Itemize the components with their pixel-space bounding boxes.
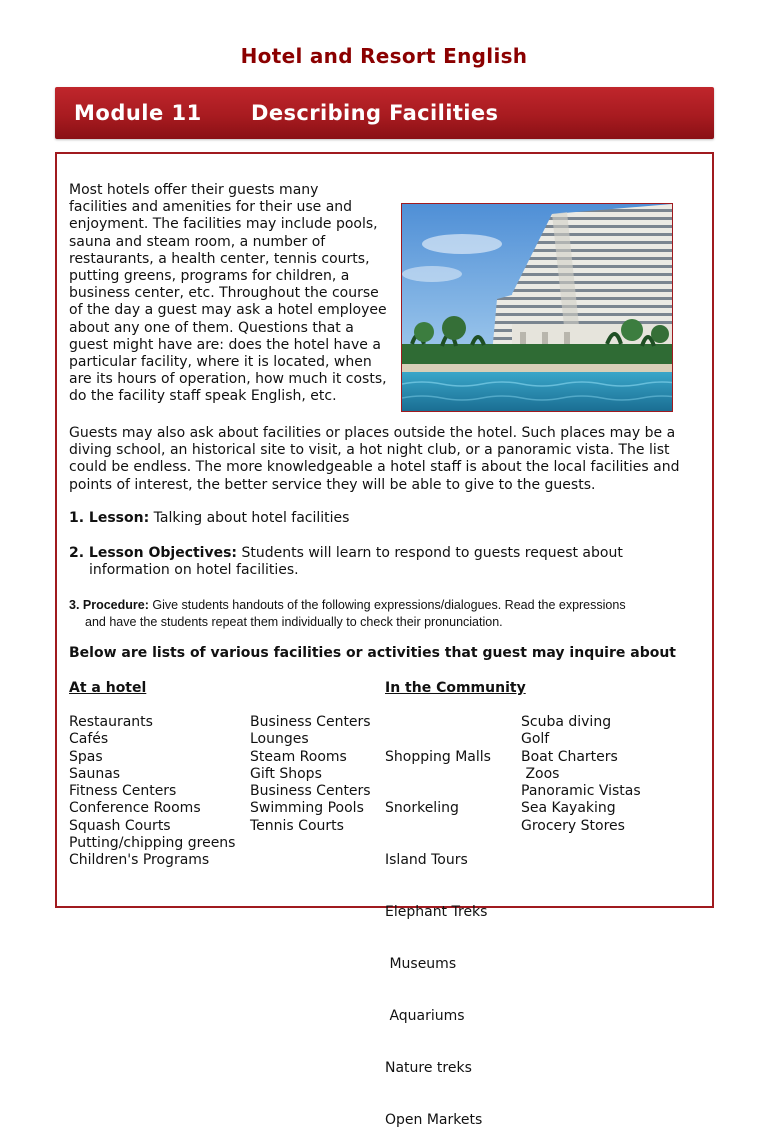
list-item: Panoramic Vistas	[521, 783, 641, 800]
procedure-text-cont: and have the students repeat them individually to check their pronunciation.	[85, 614, 503, 629]
intro-line: about any one of them. Questions that a	[69, 319, 354, 336]
list-item: Cafés	[69, 731, 109, 748]
procedure-item	[69, 597, 699, 630]
list-item: Shopping Malls	[385, 748, 491, 765]
list-item: Boat Charters	[521, 748, 618, 765]
intro-line: Most hotels offer their guests many	[69, 182, 319, 198]
list-item: Squash Courts	[69, 817, 171, 834]
hotel-facilities-list-2	[250, 714, 371, 835]
community-list-2	[521, 714, 641, 835]
list-item: Golf	[521, 731, 550, 748]
intro-line: particular facility, where it is located, when	[69, 354, 372, 371]
document-title: Hotel and Resort English	[240, 44, 528, 68]
para-line: points of interest, the better service they will be able to give to the guests.	[69, 476, 596, 493]
hotel-list-heading: At a hotel	[69, 680, 147, 696]
list-item: Island Tours	[385, 852, 468, 869]
list-item: Grocery Stores	[521, 817, 625, 834]
lesson-item	[69, 510, 349, 527]
objectives-label: 2. Lesson Objectives:	[69, 545, 238, 561]
list-item: Restaurants	[69, 714, 153, 730]
objectives-text: Students will learn to respond to guests request about	[237, 545, 623, 561]
list-item: Spas	[69, 748, 103, 765]
list-item: Aquariums	[385, 1008, 465, 1025]
list-item: Open Markets	[385, 1111, 483, 1128]
intro-line: restaurants, a health center, tennis courts,	[69, 250, 370, 267]
list-item: Business Centers	[250, 783, 371, 800]
list-item: Swimming Pools	[250, 800, 364, 817]
objectives-item	[69, 545, 689, 579]
outside-facilities-paragraph	[69, 425, 689, 494]
lesson-text: Talking about hotel facilities	[149, 510, 350, 526]
list-item: Fitness Centers	[69, 783, 177, 800]
para-line: Guests may also ask about facilities or places outside the hotel. Such places may be a	[69, 425, 676, 441]
community-list-1	[385, 714, 491, 1146]
list-item: Gift Shops	[250, 765, 322, 782]
para-line: diving school, an historical site to visit, a hot night club, or a panoramic vista. The list	[69, 442, 670, 459]
lesson-label: 1. Lesson:	[69, 510, 150, 526]
para-line: could be endless. The more knowledgeable a hotel staff is about the local facilities and	[69, 459, 680, 476]
list-item: Scuba diving	[521, 714, 612, 730]
intro-line: do the facility staff speak English, etc.	[69, 388, 337, 405]
intro-line: sauna and steam room, a number of	[69, 233, 326, 250]
community-list-heading: In the Community	[385, 680, 526, 696]
intro-line: guest might have are: does the hotel have a	[69, 336, 381, 353]
intro-line: are its hours of operation, how much it costs,	[69, 371, 387, 388]
module-banner	[55, 87, 714, 139]
intro-line: putting greens, programs for children, a	[69, 268, 350, 285]
objectives-text-cont: information on hotel facilities.	[89, 562, 299, 579]
list-item: Elephant Treks	[385, 904, 488, 921]
list-item: Zoos	[521, 765, 560, 782]
list-item: Putting/chipping greens	[69, 835, 236, 852]
intro-line: facilities and amenities for their use and	[69, 199, 353, 216]
list-item: Steam Rooms	[250, 748, 347, 765]
list-item: Children's Programs	[69, 852, 210, 869]
list-item: Conference Rooms	[69, 800, 201, 817]
list-item: Lounges	[250, 731, 309, 748]
module-title: Describing Facilities	[251, 101, 499, 125]
procedure-text: Give students handouts of the following expressions/dialogues. Read the expressions	[148, 598, 626, 612]
lists-heading: Below are lists of various facilities or activities that guest may inquire about	[69, 645, 677, 661]
list-item: Saunas	[69, 765, 121, 782]
intro-line: of the day a guest may ask a hotel employee	[69, 302, 387, 319]
module-label: Module 11	[74, 101, 202, 125]
procedure-label: 3. Procedure:	[69, 598, 149, 612]
hotel-facilities-list-1	[69, 714, 235, 870]
list-item: Sea Kayaking	[521, 800, 616, 817]
list-item: Snorkeling	[385, 800, 459, 817]
intro-line: business center, etc. Throughout the course	[69, 285, 379, 302]
intro-line: enjoyment. The facilities may include pools,	[69, 216, 378, 233]
intro-paragraph	[69, 182, 391, 406]
hotel-photo	[401, 203, 673, 412]
list-item: Museums	[385, 956, 457, 973]
list-item: Tennis Courts	[250, 817, 344, 834]
list-item: Business Centers	[250, 714, 371, 730]
list-item: Nature treks	[385, 1059, 472, 1076]
